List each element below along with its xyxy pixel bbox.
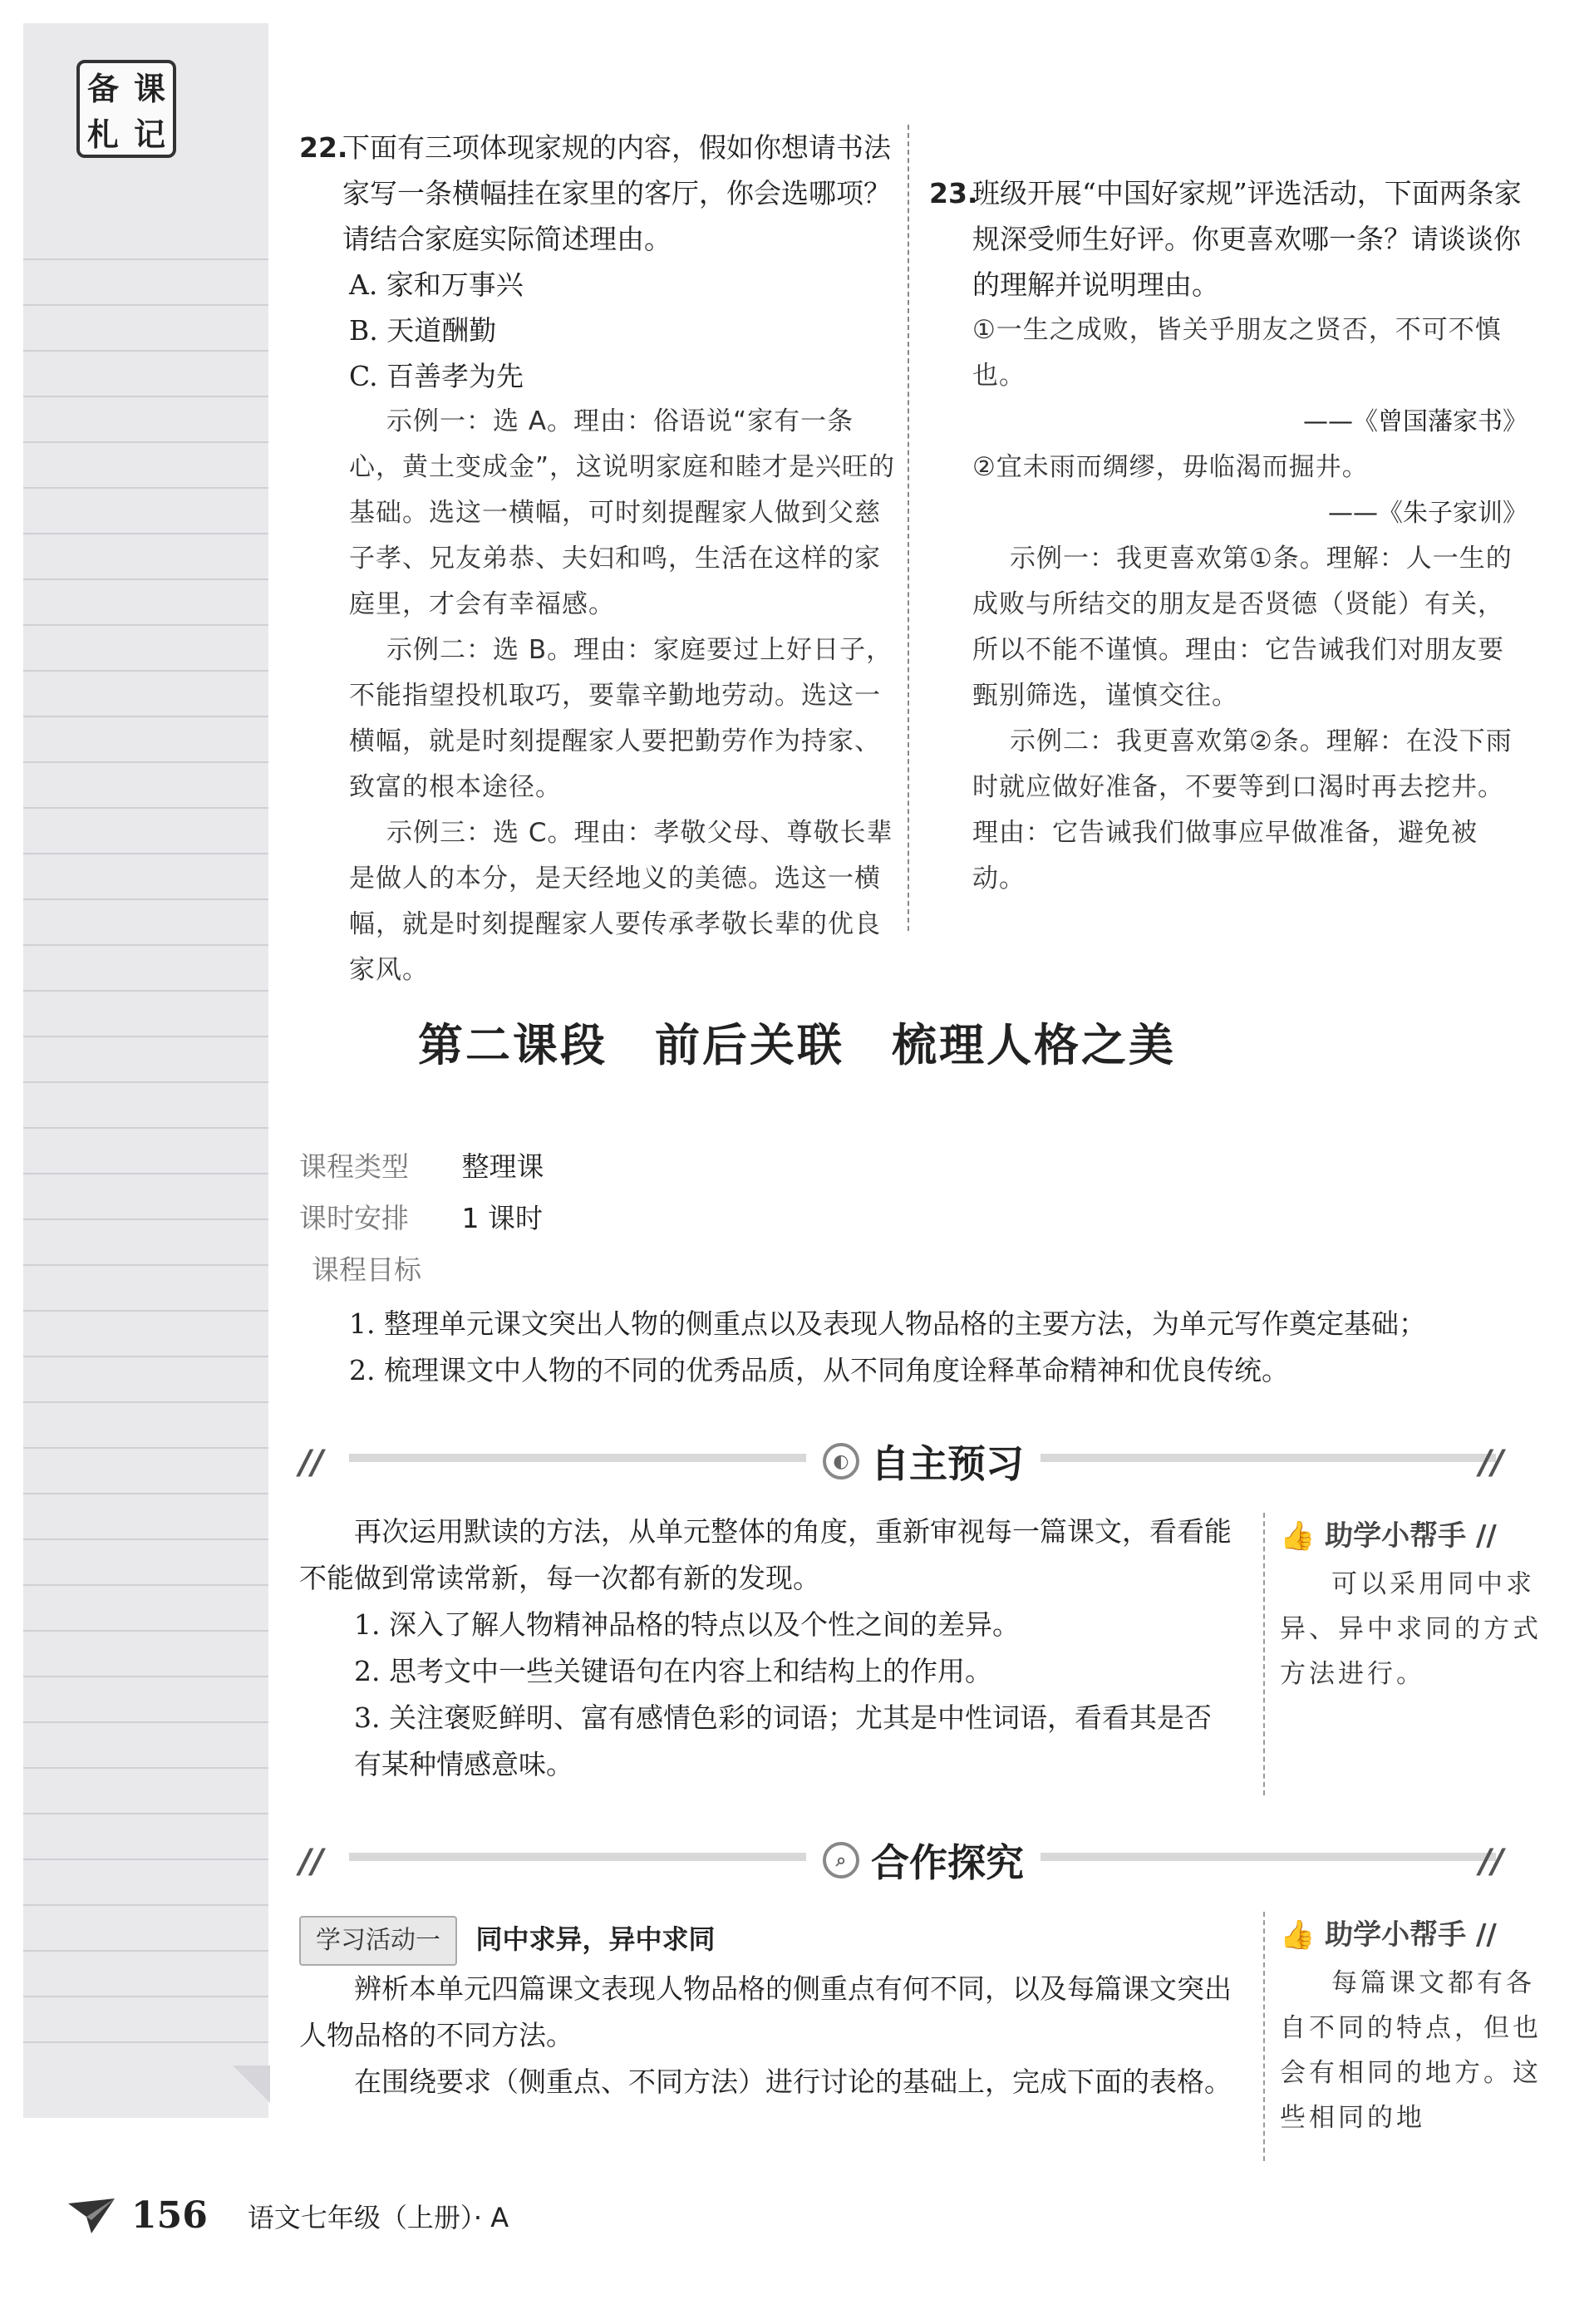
rule-source-1: ——《曾国藩家书》 <box>1303 407 1528 436</box>
slash-icon: // <box>1479 1843 1504 1881</box>
answer-example-2: 示例二：选 B。理由：家庭要过上好日子，不能指望投机取巧，要靠辛勤地劳动。选这一横幅，就是时刻提醒家人要把勤劳作为持家、致富的根本途径。 <box>349 635 893 802</box>
course-time-label: 课时安排 <box>299 1202 409 1234</box>
helper-box-1 <box>1263 1513 1546 1795</box>
coop-body <box>299 1916 1238 2105</box>
question-number: 23. <box>929 177 978 209</box>
helper-text: 每篇课文都有各自不同的特点，但也会有相同的地方。这些相同的地 <box>1280 1968 1542 2133</box>
goal-item: 2. 梳理课文中人物的不同的优秀品质，从不同角度诠释革命精神和优良传统。 <box>349 1354 1289 1386</box>
preview-body <box>299 1509 1238 1788</box>
course-goals <box>349 1301 1554 1394</box>
activity-paragraph: 在围绕要求（侧重点、不同方法）进行讨论的基础上，完成下面的表格。 <box>354 2066 1232 2098</box>
helper-text: 可以采用同中求异、异中求同的方式方法进行。 <box>1280 1569 1542 1689</box>
slash-icon: // <box>299 1843 324 1881</box>
goal-item: 1. 整理单元课文突出人物的侧重点以及表现人物品格的主要方法，为单元写作奠定基础； <box>349 1307 1426 1340</box>
page-footer <box>66 2194 509 2237</box>
book-title: 语文七年级（上册）· A <box>247 2201 509 2233</box>
logo-char: 札 <box>86 116 119 153</box>
question-23 <box>929 170 1528 902</box>
preview-title <box>806 1434 1041 1489</box>
preview-icon: ◐ <box>823 1443 859 1480</box>
preview-intro: 再次运用默读的方法，从单元整体的角度，重新审视每一篇课文，看看能不能做到常读常新，每一次都有新的发现。 <box>299 1515 1232 1594</box>
option-a: A. 家和万事兴 <box>349 268 524 301</box>
course-type-label: 课程类型 <box>299 1150 409 1183</box>
activity-paragraph: 辨析本单元四篇课文表现人物品格的侧重点有何不同，以及每篇课文突出人物品格的不同方法。 <box>299 1972 1232 2051</box>
logo-char: 备 <box>86 71 119 107</box>
goals-label: 课程目标 <box>312 1253 421 1286</box>
family-rule-1: ①一生之成败，皆关乎朋友之贤否，不可不慎也。 <box>972 315 1502 391</box>
activity-header <box>299 1916 1238 1966</box>
page-fold <box>233 2066 270 2103</box>
course-time <box>299 1197 543 1236</box>
page-number: 156 <box>131 2194 208 2237</box>
rule-source-2: ——《朱子家训》 <box>1328 499 1528 528</box>
preview-banner <box>299 1434 1521 1484</box>
helper-title: 👍 助学小帮手 // <box>1280 1519 1497 1553</box>
question-stem: 下面有三项体现家规的内容，假如你想请书法家写一条横幅挂在家里的客厅，你会选哪项？请结合家庭实际简述理由。 <box>342 131 891 255</box>
question-number: 22. <box>299 131 348 164</box>
column-divider <box>908 125 909 931</box>
helper-title: 👍 助学小帮手 // <box>1280 1918 1497 1952</box>
coop-banner <box>299 1833 1521 1883</box>
course-type-value: 整理课 <box>461 1150 544 1183</box>
note-lines <box>23 214 268 2085</box>
preview-item: 2. 思考文中一些关键语句在内容上和结构上的作用。 <box>354 1655 992 1687</box>
answer-example-3: 示例三：选 C。理由：孝敬父母、尊敬长辈是做人的本分，是天经地义的美德。选这一横幅，就是时刻提醒家人要传承孝敬长辈的优良家风。 <box>349 818 893 985</box>
notes-logo <box>76 60 176 158</box>
section-title: 第二课段 前后关联 梳理人格之美 <box>418 1019 1176 1071</box>
option-c: C. 百善孝为先 <box>349 360 524 392</box>
plane-icon <box>66 2195 116 2237</box>
search-icon: ⌕ <box>823 1842 859 1878</box>
family-rule-2: ②宜未雨而绸缪，毋临渴而掘井。 <box>972 452 1369 482</box>
coop-title-text: 合作探究 <box>871 1840 1024 1885</box>
logo-char: 记 <box>133 116 165 153</box>
helper-box-2 <box>1263 1912 1546 2161</box>
question-stem: 班级开展“中国好家规”评选活动，下面两条家规深受师生好评。你更喜欢哪一条？请谈谈你的理解并说明理由。 <box>972 177 1522 301</box>
activity-label: 学习活动一 <box>299 1916 457 1966</box>
course-time-value: 1 课时 <box>461 1202 543 1234</box>
answer-example-1: 示例一：我更喜欢第①条。理解：人一生的成败与所结交的朋友是否贤德（贤能）有关，所以不能不谨慎。理由：它告诫我们对朋友要甄别筛选，谨慎交往。 <box>972 544 1513 711</box>
slash-icon: // <box>299 1444 324 1482</box>
preview-item: 3. 关注褒贬鲜明、富有感情色彩的词语；尤其是中性词语，看看其是否有某种情感意味。 <box>354 1701 1212 1780</box>
preview-item: 1. 深入了解人物精神品格的特点以及个性之间的差异。 <box>354 1608 1020 1641</box>
option-b: B. 天道酬勤 <box>349 314 497 347</box>
activity-title: 同中求异，异中求同 <box>475 1923 716 1955</box>
answer-example-2: 示例二：我更喜欢第②条。理解：在没下雨时就应做好准备，不要等到口渴时再去挖井。理由：它告诫我们做事应早做准备，避免被动。 <box>972 726 1513 894</box>
answer-example-1: 示例一：选 A。理由：俗语说“家有一条心，黄土变成金”，这说明家庭和睦才是兴旺的基础。选这一横幅，可时刻提醒家人做到父慈子孝、兄友弟恭、夫妇和鸣，生活在这样的家庭里，才会有幸福感。 <box>349 406 896 619</box>
logo-char: 课 <box>133 71 165 107</box>
course-goals-label <box>312 1248 465 1288</box>
slash-icon: // <box>1479 1444 1504 1482</box>
preview-title-text: 自主预习 <box>871 1441 1024 1486</box>
course-type <box>299 1145 544 1184</box>
question-22 <box>299 125 898 993</box>
coop-title <box>806 1833 1041 1888</box>
